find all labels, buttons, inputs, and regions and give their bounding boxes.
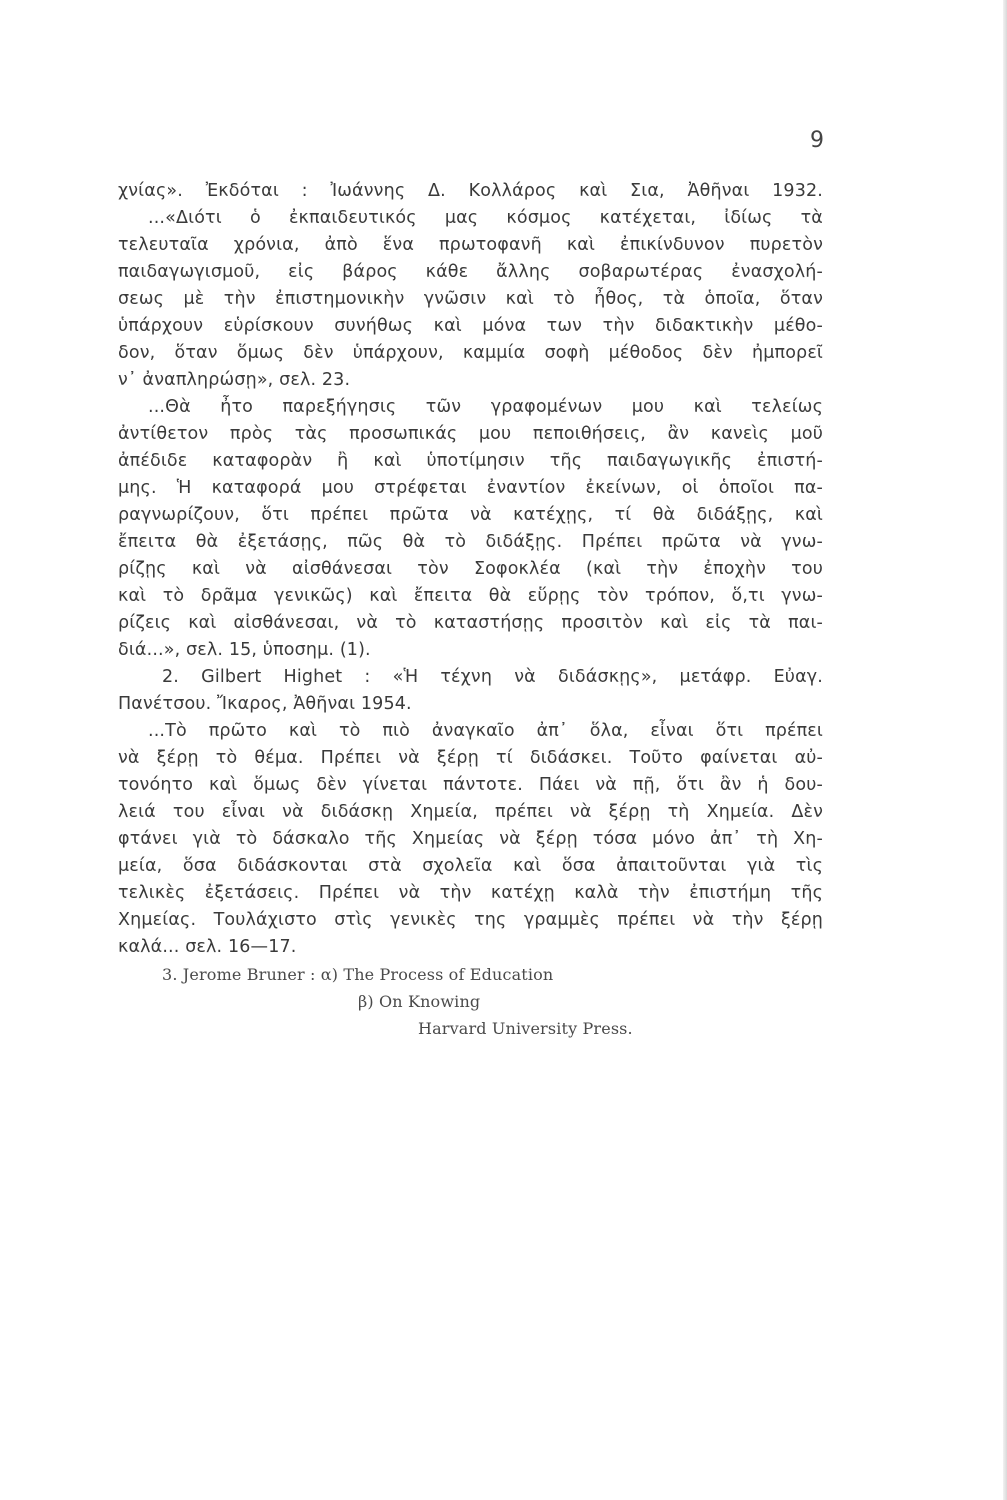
text-line: ...Τὸ πρῶτο καὶ τὸ πιὸ ἀναγκαῖο ἀπ᾿ ὅλα, εἶναι ὅτι πρέπει [148,721,823,741]
text-line: φτάνει γιὰ τὸ δάσκαλο τῆς Χημείας νὰ ξέρῃ τόσα μόνο ἀπ᾿ τὴ Χη- [118,829,823,849]
text-line: μεία, ὅσα διδάσκονται στὰ σχολεῖα καὶ ὅσα ἀπαιτοῦνται γιὰ τὶς [118,856,823,876]
text-line: παιδαγωγισμοῦ, εἰς βάρος κάθε ἄλλης σοβαρωτέρας ἐνασχολή- [118,262,823,282]
text-line: τελευταῖα χρόνια, ἀπὸ ἕνα πρωτοφανῆ καὶ ἐπικίνδυνον πυρετὸν [118,235,823,255]
text-line: καλά... σελ. 16—17. [118,937,297,957]
text-line: ἀπέδιδε καταφορὰν ἢ καὶ ὑποτίμησιν τῆς παιδαγωγικῆς ἐπιστή- [118,451,823,471]
text-line: δον, ὅταν ὅμως δὲν ὑπάρχουν, καμμία σοφὴ μέθοδος δὲν ἠμπορεῖ [118,343,823,363]
text-line: καὶ τὸ δρᾶμα γενικῶς) καὶ ἔπειτα θὰ εὕρῃς τὸν τρόπον, ὅ,τι γνω- [118,586,823,606]
text-line: β) On Knowing [358,992,481,1011]
text-line: ν᾿ ἀναπληρώσῃ», σελ. 23. [118,370,351,390]
text-line: μης. Ἡ καταφορά μου στρέφεται ἐναντίον ἐκείνων, οἱ ὁποῖοι πα- [118,478,823,498]
text-line: Χημείας. Τουλάχιστο στὶς γενικὲς της γραμμὲς πρέπει νὰ τὴν ξέρῃ [118,910,823,930]
text-line: ρίζεις καὶ αἰσθάνεσαι, νὰ τὸ καταστήσῃς προσιτὸν καὶ εἰς τὰ παι- [118,613,823,633]
text-line: χνίας». Ἐκδόται : Ἰωάννης Δ. Κολλάρος καὶ Σια, Ἀθῆναι 1932. [118,181,823,201]
text-line: 2. Gilbert Highet : «Ἡ τέχνη νὰ διδάσκῃς», μετάφρ. Εὐαγ. [162,667,823,687]
text-line: λειά του εἶναι νὰ διδάσκῃ Χημεία, πρέπει νὰ ξέρῃ τὴ Χημεία. Δὲν [118,802,823,822]
text-line: διά...», σελ. 15, ὑποσημ. (1). [118,640,371,660]
text-line: Harvard University Press. [418,1019,633,1038]
text-line: τονόητο καὶ ὅμως δὲν γίνεται πάντοτε. Πάει νὰ πῇ, ὅτι ἂν ἡ δου- [118,775,823,795]
page-number: 9 [810,128,824,153]
text-line: ἀντίθετον πρὸς τὰς προσωπικάς μου πεποιθήσεις, ἂν κανεὶς μοῦ [118,424,823,444]
text-line: ἔπειτα θὰ ἐξετάσῃς, πῶς θὰ τὸ διδάξῃς. Πρέπει πρῶτα νὰ γνω- [118,532,823,552]
page-edge [1003,0,1007,1500]
body-text [118,178,823,1042]
text-line: ὑπάρχουν εὑρίσκουν συνήθως καὶ μόνα των τὴν διδακτικὴν μέθο- [118,316,823,336]
text-line: τελικὲς ἐξετάσεις. Πρέπει νὰ τὴν κατέχῃ καλὰ τὴν ἐπιστήμη τῆς [118,883,823,903]
text-line: νὰ ξέρῃ τὸ θέμα. Πρέπει νὰ ξέρῃ τί διδάσκει. Τοῦτο φαίνεται αὐ- [118,748,823,768]
text-line: σεως μὲ τὴν ἐπιστημονικὴν γνῶσιν καὶ τὸ ἦθος, τὰ ὁποῖα, ὅταν [118,289,823,309]
text-line: 3. Jerome Bruner : α) The Process of Education [162,965,554,984]
text-line: ...«Διότι ὁ ἐκπαιδευτικός μας κόσμος κατέχεται, ἰδίως τὰ [148,208,823,228]
text-line: Πανέτσου. Ἴκαρος, Ἀθῆναι 1954. [118,694,412,714]
text-line: ...Θὰ ἦτο παρεξήγησις τῶν γραφομένων μου καὶ τελείως [148,397,823,417]
text-line: ρίζῃς καὶ νὰ αἰσθάνεσαι τὸν Σοφοκλέα (καὶ τὴν ἐποχὴν του [118,559,823,579]
text-line: ραγνωρίζουν, ὅτι πρέπει πρῶτα νὰ κατέχῃς, τί θὰ διδάξῃς, καὶ [118,505,823,525]
